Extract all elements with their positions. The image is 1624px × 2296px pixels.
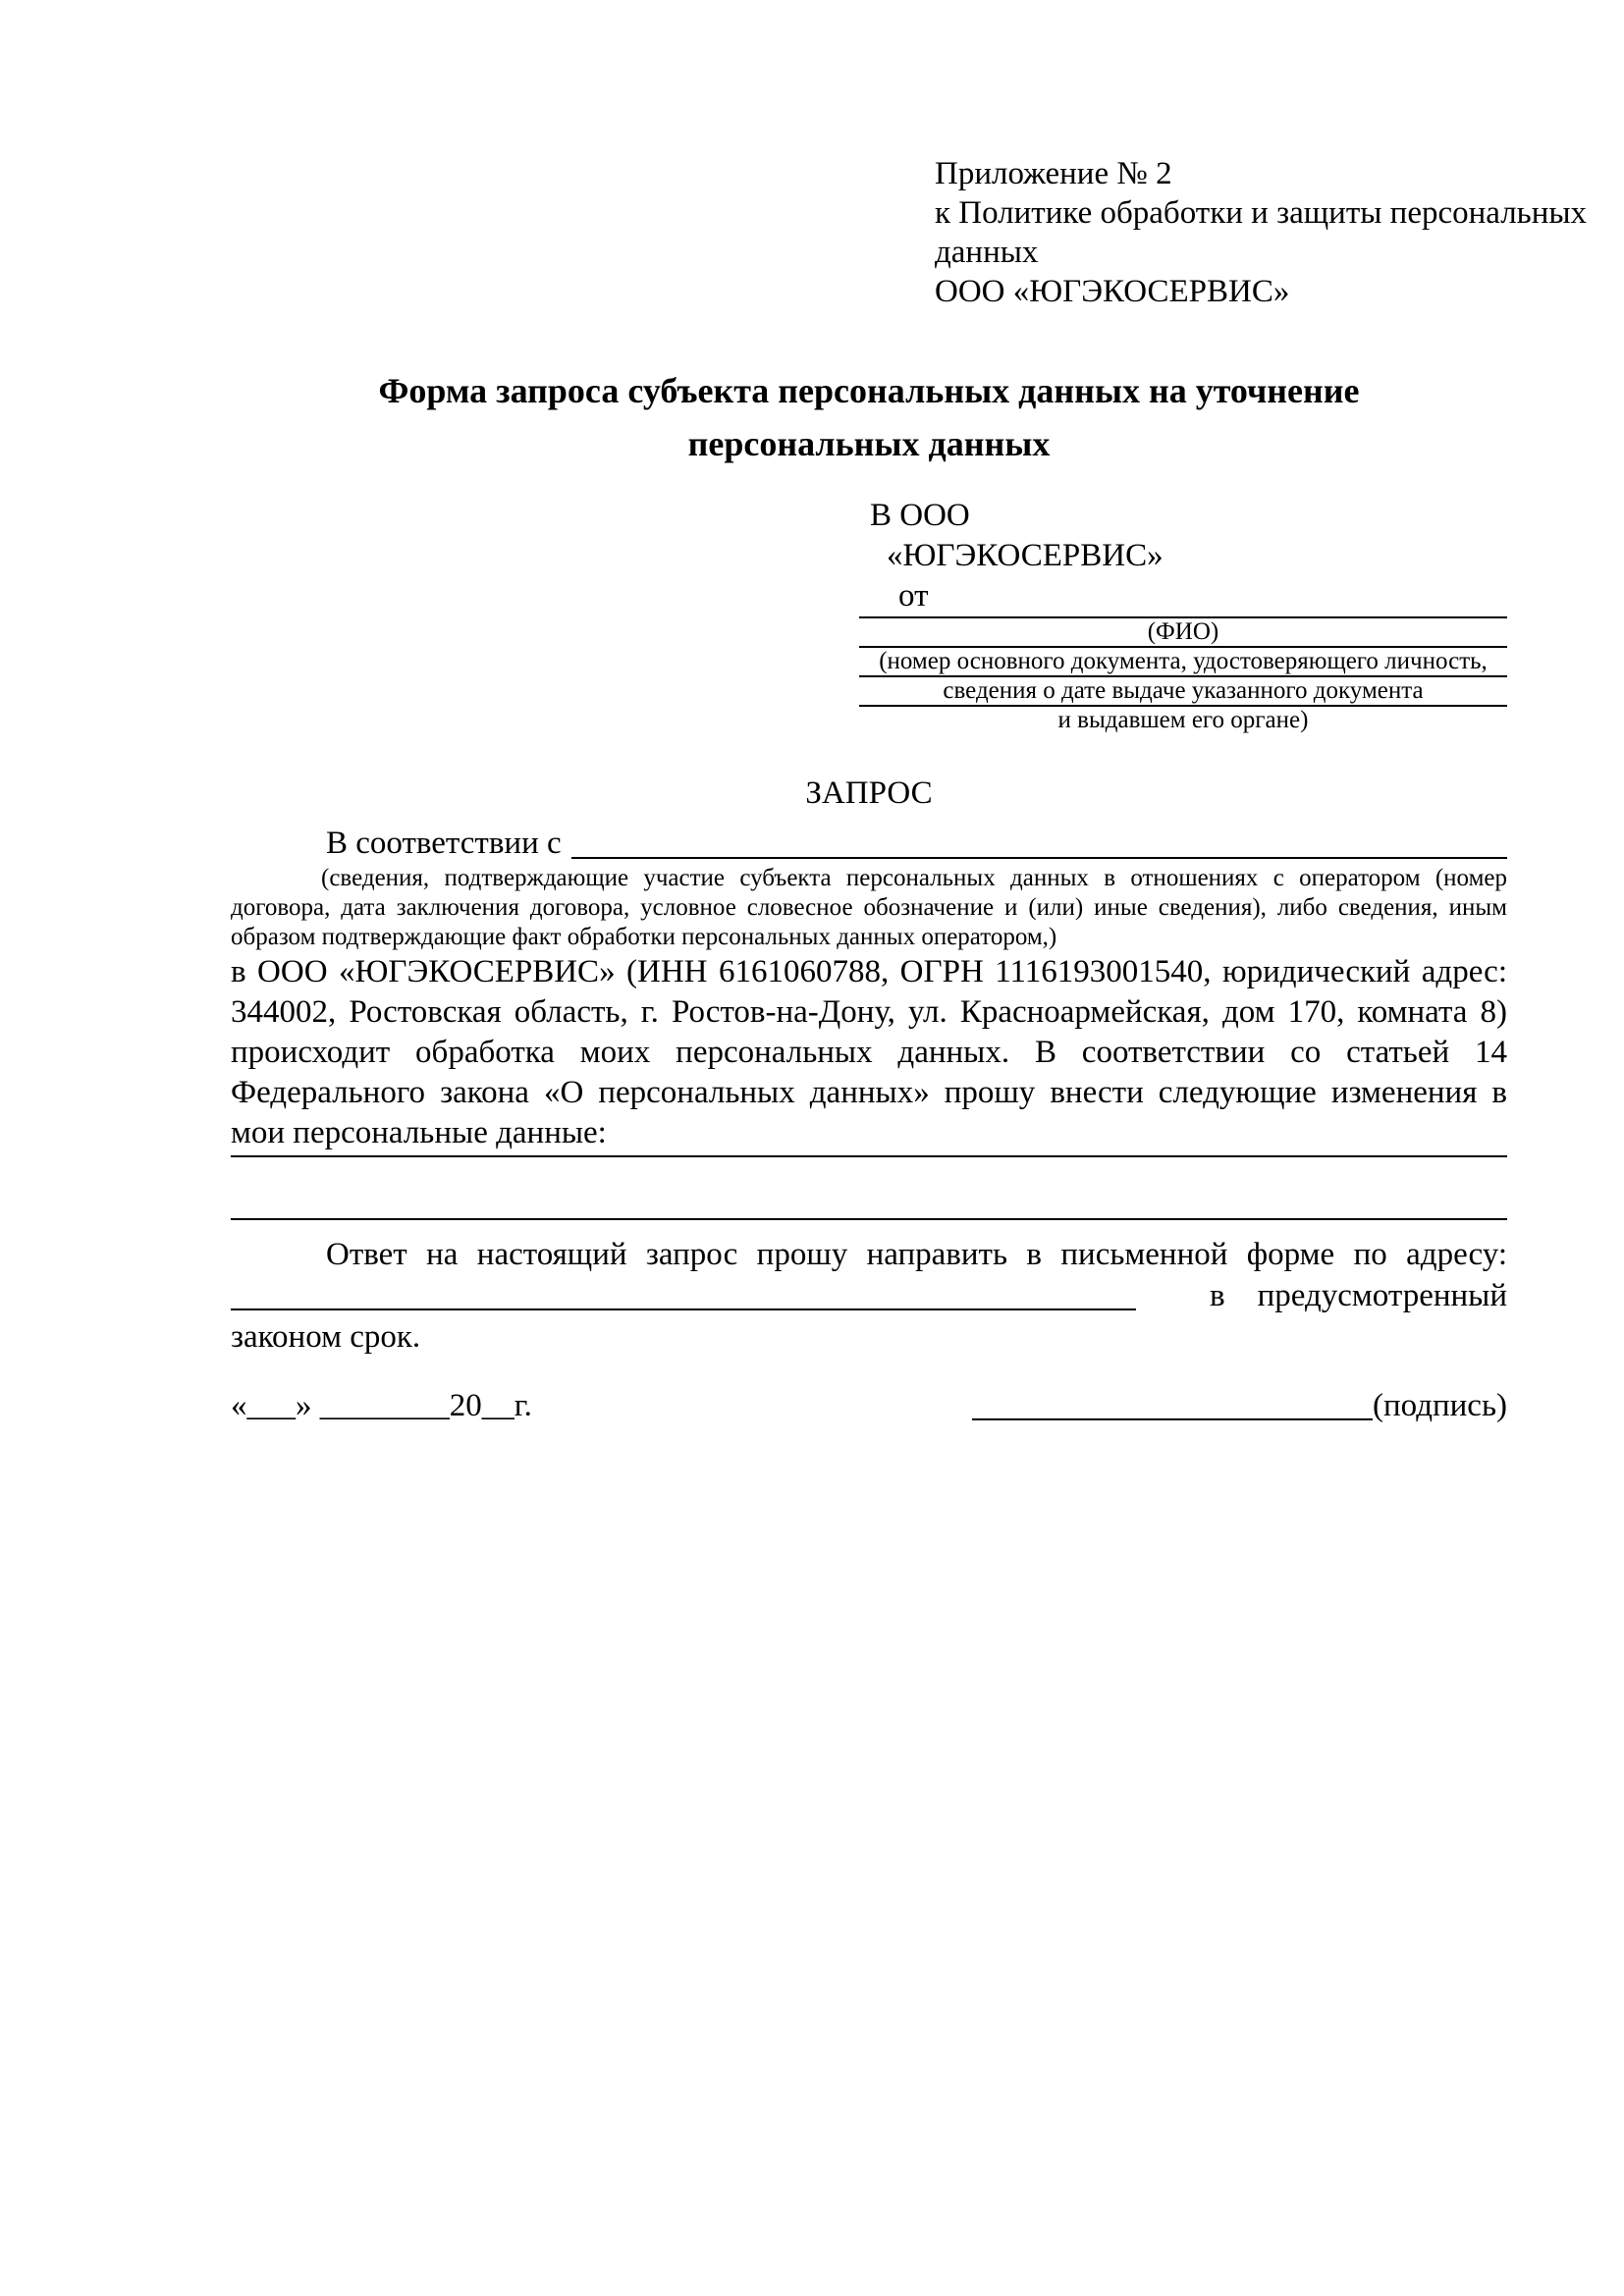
document-number-caption: (номер основного документа, удостоверяющего личность, <box>879 648 1488 674</box>
signature-caption: (подпись) <box>1373 1388 1507 1423</box>
request-heading: ЗАПРОС <box>805 775 933 811</box>
address-fill-line[interactable] <box>231 1308 1136 1310</box>
relationship-fill-line[interactable] <box>571 857 1507 859</box>
answer-word-predusmotrenny: предусмотренный <box>1257 1278 1507 1313</box>
answer-line-1: Ответ на настоящий запрос прошу направить в письменной форме по адресу: <box>326 1237 1507 1272</box>
addressee-org: «ЮГЭКОСЕРВИС» <box>887 538 1164 573</box>
answer-line-2 <box>231 1275 1507 1316</box>
appendix-policy-line-2: данных <box>935 235 1039 270</box>
issuing-authority-caption: и выдавшем его органе) <box>1057 707 1309 733</box>
footer-row <box>231 1385 1507 1426</box>
answer-word-v: в <box>1210 1278 1225 1313</box>
changes-fill-line-2[interactable] <box>231 1218 1507 1220</box>
answer-paragraph <box>231 1234 1507 1358</box>
addressee-to: В ООО <box>870 498 970 533</box>
intro-label: В соответствии с <box>326 826 562 861</box>
intro-paragraph <box>231 824 1507 864</box>
date-placeholder[interactable]: «___» ________20__г. <box>231 1388 532 1423</box>
fine-print-note: (сведения, подтверждающие участие субъекта персональных данных в отношениях с оператором (номер договора, дата заключения договора, условное словесное обозначение и (или) иные сведения), либо сведения, иным образом подтверждающие факт обработки персональных данных оператором,) <box>231 865 1507 950</box>
signature-fill-line[interactable] <box>972 1418 1373 1420</box>
addressee-from: от <box>898 578 929 614</box>
issue-date-caption: сведения о дате выдаче указанного документа <box>943 677 1424 704</box>
signature-group <box>972 1385 1507 1426</box>
organization-name: ООО «ЮГЭКОСЕРВИС» <box>935 274 1290 309</box>
appendix-header-block <box>935 154 1588 311</box>
body-paragraph: в ООО «ЮГЭКОСЕРВИС» (ИНН 6161060788, ОГРН 1116193001540, юридический адрес: 344002, Ростовская область, г. Ростов-на-Дону, ул. Красноармейская, дом 170, комната 8) происходит обработка моих персональных данных. В соответствии со статьей 14 Федерального закона «О персональных данных» прошу внести следующие изменения в мои персональные данные: <box>231 954 1507 1150</box>
document-title: Форма запроса субъекта персональных данных на уточнение персональных данных <box>378 371 1360 463</box>
appendix-policy-line: к Политике обработки и защиты персональных <box>935 195 1588 231</box>
changes-fill-line-1[interactable] <box>231 1155 1507 1157</box>
appendix-number: Приложение № 2 <box>935 156 1172 191</box>
fio-caption: (ФИО) <box>1147 618 1219 645</box>
answer-line-3: законом срок. <box>231 1319 421 1355</box>
addressee-block <box>859 496 1507 734</box>
